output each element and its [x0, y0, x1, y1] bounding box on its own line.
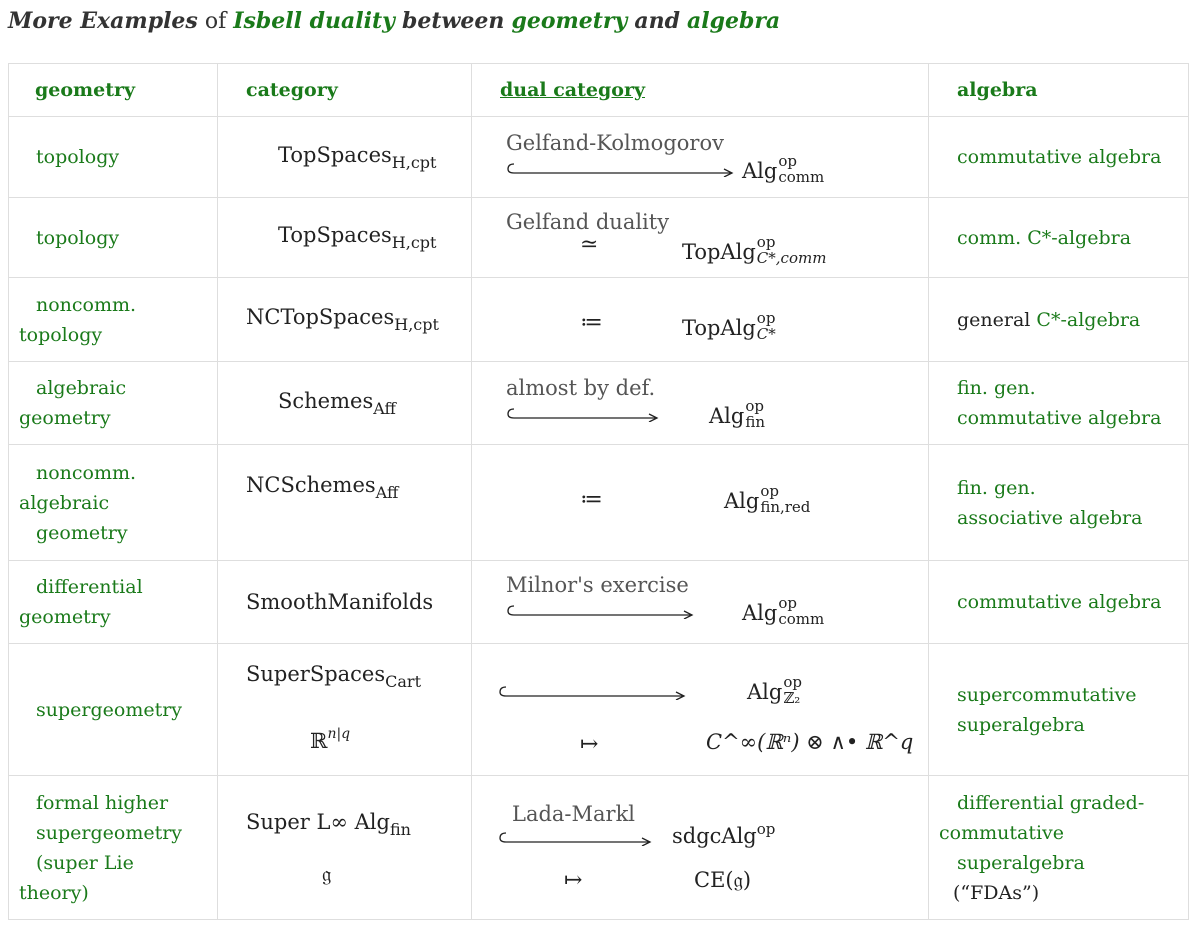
table-row	[9, 117, 1189, 198]
table-header-row	[9, 64, 1189, 117]
dual-target	[709, 398, 765, 430]
title-of: of	[204, 9, 227, 34]
functor-label: almost by def.	[506, 376, 656, 400]
dual-target	[724, 483, 810, 515]
geometry-cell	[9, 561, 218, 644]
geometry-line[interactable]: noncomm.	[36, 461, 137, 484]
category-main: TopSpaces	[278, 142, 392, 167]
algebra-line[interactable]: fin. gen.	[957, 476, 1036, 499]
algebra-line[interactable]: commutative	[939, 821, 1065, 844]
geometry-line[interactable]: geometry	[19, 407, 111, 429]
table-row	[9, 362, 1189, 445]
target-main: TopAlg	[682, 240, 756, 264]
category-name	[218, 473, 399, 502]
category-main: NCTopSpaces	[246, 305, 395, 329]
target-sub: ℤ₂	[783, 689, 801, 707]
algebra-cell	[929, 362, 1189, 445]
functor-label: Gelfand duality	[506, 210, 670, 234]
category-sub: Cart	[385, 672, 421, 691]
geometry-line[interactable]: geometry	[36, 521, 128, 544]
category-name	[218, 388, 396, 418]
hook-arrow-icon	[498, 684, 688, 700]
dual-target	[672, 820, 775, 848]
target-sub: comm	[778, 610, 825, 628]
hook-arrow-icon	[506, 161, 736, 177]
geometry-line[interactable]: (super Lie	[36, 851, 134, 874]
dual-target	[742, 153, 824, 185]
target-main: Alg	[724, 489, 760, 513]
target-sub: fin,red	[760, 498, 811, 516]
target-sup: op	[745, 397, 764, 415]
algebra-cell	[929, 776, 1189, 920]
category-cell	[218, 561, 472, 644]
category-sub: H,cpt	[394, 315, 439, 334]
category-object-base: ℝ	[310, 729, 328, 753]
geometry-line[interactable]: topology	[19, 323, 103, 346]
dual-object: CE(𝔤)	[694, 868, 752, 892]
functor-label: Gelfand-Kolmogorov	[506, 131, 724, 155]
geometry-link[interactable]: supergeometry	[36, 698, 183, 721]
title-and: and	[634, 8, 680, 34]
page-title	[8, 8, 780, 34]
geometry-cell	[9, 362, 218, 445]
algebra-link[interactable]: C*-algebra	[1036, 308, 1141, 331]
category-cell	[218, 445, 472, 561]
dual-target	[747, 674, 802, 706]
target-sup: op	[756, 309, 776, 327]
geometry-line[interactable]: geometry	[19, 606, 111, 628]
category-main: NCSchemes	[246, 473, 376, 497]
functor-label: Milnor's exercise	[506, 573, 689, 597]
dual-cell	[472, 198, 929, 278]
category-sub: H,cpt	[391, 233, 437, 252]
table-row	[9, 445, 1189, 561]
algebra-cell	[929, 198, 1189, 278]
dual-target	[682, 310, 776, 342]
geometry-cell	[9, 445, 218, 561]
category-object-sup: n|q	[327, 726, 351, 742]
target-sup: op	[760, 482, 779, 500]
category-cell	[218, 362, 472, 445]
dual-cell	[472, 278, 929, 362]
duality-table	[8, 63, 1189, 920]
functor-label: Lada-Markl	[512, 802, 636, 826]
header-algebra[interactable]: algebra	[929, 64, 1189, 117]
dual-cell	[472, 776, 929, 920]
category-cell	[218, 278, 472, 362]
category-object: 𝔤	[322, 862, 332, 886]
algebra-link[interactable]: comm. C*-algebra	[957, 226, 1132, 249]
mapsto-symbol: ↦	[564, 868, 583, 893]
category-main: TopSpaces	[278, 223, 392, 247]
geometry-cell	[9, 644, 218, 776]
category-main: SuperSpaces	[246, 662, 386, 686]
target-sup: op	[778, 594, 797, 612]
algebra-line[interactable]: fin. gen.	[957, 377, 1036, 399]
target-sup: op	[756, 820, 776, 838]
algebra-line[interactable]: supercommutative	[957, 683, 1137, 706]
hook-arrow-icon	[498, 830, 654, 846]
geometry-cell	[9, 198, 218, 278]
definition-symbol: ≔	[580, 487, 603, 512]
target-main: Alg	[709, 404, 745, 428]
category-sub: H,cpt	[391, 152, 437, 172]
dual-cell	[472, 561, 929, 644]
category-object	[310, 726, 350, 753]
algebra-prefix: general	[957, 308, 1031, 331]
category-cell	[218, 776, 472, 920]
target-main: Alg	[747, 680, 783, 704]
dual-target	[742, 595, 824, 627]
dual-target	[682, 234, 826, 266]
table-row	[9, 278, 1189, 362]
category-sub: Aff	[375, 483, 399, 502]
header-geometry[interactable]: geometry	[9, 64, 218, 117]
category-cell	[218, 644, 472, 776]
geometry-link[interactable]: topology	[36, 146, 120, 168]
algebra-line[interactable]: superalgebra	[957, 713, 1085, 736]
geometry-line[interactable]: noncomm.	[36, 293, 137, 316]
dual-category-link[interactable]: dual category	[500, 79, 645, 101]
table-row	[9, 561, 1189, 644]
geometry-line[interactable]: formal higher	[36, 791, 169, 814]
category-main: Schemes	[278, 388, 374, 413]
definition-symbol: ≔	[580, 310, 603, 335]
algebra-line[interactable]: differential graded-	[957, 791, 1145, 814]
hook-arrow-icon	[506, 406, 661, 422]
target-sub: comm	[778, 168, 825, 186]
title-geometry[interactable]: geometry	[511, 8, 628, 34]
algebra-line[interactable]: commutative algebra	[957, 407, 1162, 429]
algebra-link[interactable]: commutative algebra	[957, 146, 1162, 168]
category-name	[246, 662, 421, 691]
geometry-line[interactable]: theory)	[19, 881, 89, 904]
category-sub: Aff	[373, 398, 396, 418]
table-row	[9, 644, 1189, 776]
category-name	[218, 223, 437, 252]
algebra-line: (“FDAs”)	[953, 881, 1040, 904]
algebra-cell	[929, 644, 1189, 776]
title-between: between	[401, 8, 505, 34]
dual-cell	[472, 644, 929, 776]
target-sub: fin	[745, 413, 765, 431]
algebra-link[interactable]: commutative algebra	[957, 591, 1162, 613]
target-sup: op	[783, 673, 802, 691]
geometry-line[interactable]: algebraic	[19, 491, 110, 514]
target-main: TopAlg	[682, 316, 756, 340]
header-dual-category[interactable]	[472, 64, 929, 117]
category-main: Super L∞ Alg	[246, 810, 390, 834]
target-sup: op	[778, 152, 797, 170]
category-name	[246, 810, 411, 839]
category-cell	[218, 117, 472, 198]
geometry-cell	[9, 117, 218, 198]
dual-cell	[472, 362, 929, 445]
algebra-cell	[929, 445, 1189, 561]
target-main: Alg	[742, 159, 778, 183]
algebra-cell	[929, 117, 1189, 198]
target-sub: C*,comm	[756, 249, 827, 267]
header-category[interactable]: category	[218, 64, 472, 117]
category-cell	[218, 198, 472, 278]
category-sub: fin	[389, 820, 411, 839]
category-name	[218, 142, 437, 172]
target-main: sdgcAlg	[672, 824, 757, 848]
algebra-line[interactable]: associative algebra	[957, 506, 1143, 529]
dual-cell	[472, 445, 929, 561]
title-isbell-duality[interactable]: Isbell duality	[233, 8, 395, 34]
algebra-cell	[929, 561, 1189, 644]
equivalence-symbol: ≃	[580, 232, 599, 257]
table-row	[9, 776, 1189, 920]
geometry-link[interactable]: topology	[36, 226, 120, 249]
category-name	[218, 305, 439, 334]
geometry-line[interactable]: algebraic	[36, 377, 127, 399]
geometry-cell	[9, 278, 218, 362]
target-main: Alg	[742, 601, 778, 625]
dual-cell	[472, 117, 929, 198]
algebra-line[interactable]: superalgebra	[957, 851, 1085, 874]
dual-object: C^∞(ℝⁿ) ⊗ ∧• ℝ^q	[706, 730, 914, 754]
table-row	[9, 198, 1189, 278]
mapsto-symbol: ↦	[580, 732, 599, 757]
target-sup: op	[756, 233, 776, 251]
algebra-cell	[929, 278, 1189, 362]
hook-arrow-icon	[506, 603, 696, 619]
target-sub: C*	[756, 325, 776, 343]
geometry-line[interactable]: differential	[36, 576, 143, 598]
geometry-line[interactable]: supergeometry	[36, 821, 183, 844]
title-more-examples[interactable]: More Examples	[8, 8, 198, 34]
title-algebra[interactable]: algebra	[686, 8, 781, 34]
geometry-cell	[9, 776, 218, 920]
category-name: SmoothManifolds	[246, 590, 434, 614]
